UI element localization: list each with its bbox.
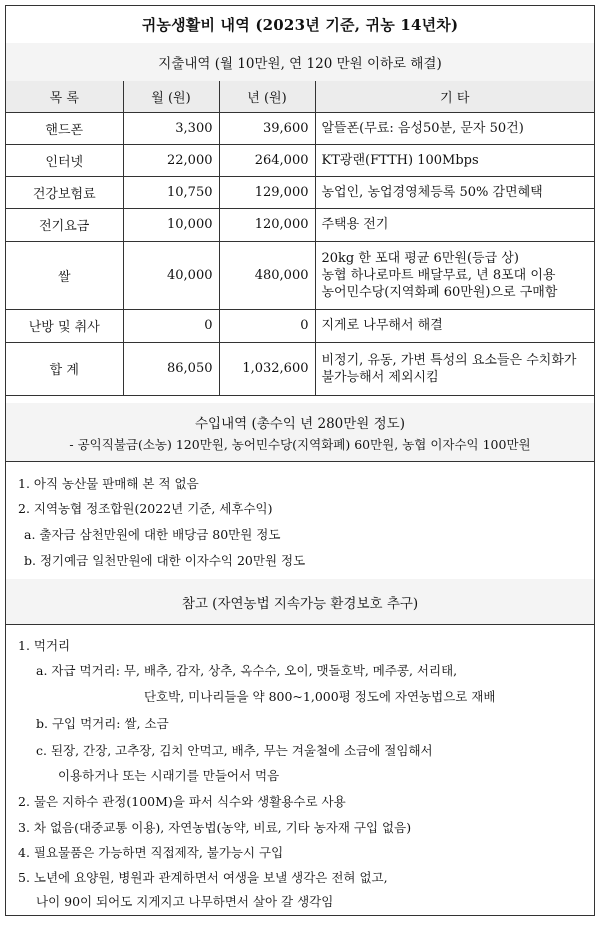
item-note (315, 309, 594, 342)
expense-table (6, 81, 594, 396)
column-header: 기 타 (315, 81, 594, 112)
column-header: 월 (원) (123, 81, 219, 112)
item-note (315, 342, 594, 395)
reference-section (6, 624, 594, 915)
reference-line: a. 자급 먹거리: 무, 배추, 감자, 상추, 옥수수, 오이, 맷돌호박, 메주콩, 서리태, (36, 663, 458, 678)
income-heading: 수입내역 (총수익 년 280만원 정도) (195, 416, 405, 432)
document-title: 귀농생활비 내역 (2023년 기준, 귀농 14년차) (6, 6, 594, 44)
monthly-cost: 22,000 (123, 144, 219, 176)
yearly-cost: 1,032,600 (219, 342, 315, 395)
reference-heading: 참고 (자연농법 지속가능 환경보호 추구) (6, 579, 594, 625)
monthly-cost: 10,000 (123, 208, 219, 241)
income-summary: - 공익직불금(소농) 120만원, 농어민수당(지역화폐) 60만원, 농협 이자수익 100만원 (69, 437, 531, 452)
yearly-cost: 39,600 (219, 112, 315, 144)
note-line: KT광랜(FTTH) 100Mbps (321, 152, 479, 168)
reference-line: 1. 먹거리 (18, 638, 71, 653)
item-name: 난방 및 취사 (6, 309, 123, 342)
note-line: 비정기, 유동, 가변 특성의 요소들은 수치화가 (321, 352, 577, 368)
item-name: 합 계 (6, 342, 123, 395)
reference-line: 5. 노년에 요양원, 병원과 관계하면서 여생을 보낼 생각은 전혀 없고, (18, 870, 388, 885)
yearly-cost: 264,000 (219, 144, 315, 176)
note-line: 지게로 나무해서 해결 (321, 318, 443, 333)
reference-line: 단호박, 미나리들을 약 800~1,000평 정도에 자연농법으로 재배 (144, 689, 496, 704)
yearly-cost: 120,000 (219, 208, 315, 241)
monthly-cost: 40,000 (123, 241, 219, 309)
item-name: 건강보험료 (6, 176, 123, 208)
table-row (6, 208, 594, 241)
note-item: 1. 아직 농산물 판매해 본 적 없음 (18, 476, 199, 491)
item-note (315, 208, 594, 241)
monthly-cost: 86,050 (123, 342, 219, 395)
item-name: 쌀 (6, 241, 123, 309)
item-note (315, 241, 594, 309)
reference-line: c. 된장, 간장, 고추장, 김치 안먹고, 배추, 무는 겨울철에 소금에 절임해서 (36, 743, 433, 758)
note-sub-item: b. 정기예금 일천만원에 대한 이자수익 20만원 정도 (24, 553, 306, 568)
column-header: 년 (원) (219, 81, 315, 112)
note-line: 농협 하나로마트 배달무료, 년 8포대 이용 (321, 267, 556, 283)
item-note (315, 144, 594, 176)
note-line: 불가능해서 제외시킴 (321, 369, 439, 385)
item-name: 핸드폰 (6, 112, 123, 144)
reference-line: 4. 필요물품은 가능하면 직접제작, 불가능시 구입 (18, 845, 284, 860)
monthly-cost: 10,750 (123, 176, 219, 208)
note-line: 알뜰폰(무료: 음성50분, 문자 50건) (321, 120, 524, 136)
monthly-cost: 3,300 (123, 112, 219, 144)
table-row-total (6, 342, 594, 395)
document (5, 5, 595, 916)
table-row (6, 309, 594, 342)
income-section (6, 403, 594, 462)
table-row (6, 241, 594, 309)
yearly-cost: 0 (219, 309, 315, 342)
monthly-cost: 0 (123, 309, 219, 342)
table-row (6, 176, 594, 208)
note-line: 농업인, 농업경영체등록 50% 감면혜택 (321, 184, 543, 200)
note-line: 20kg 한 포대 평균 6만원(등급 상) (321, 250, 519, 266)
expense-heading: 지출내역 (월 10만원, 연 120 만원 이하로 해결) (6, 43, 594, 82)
yearly-cost: 480,000 (219, 241, 315, 309)
item-note (315, 176, 594, 208)
reference-line: b. 구입 먹거리: 쌀, 소금 (36, 716, 169, 731)
note-line: 농어민수당(지역화폐 60만원)으로 구매함 (321, 284, 558, 300)
table-row (6, 112, 594, 144)
note-item: 2. 지역농협 정조합원(2022년 기준, 세후수익) (18, 501, 273, 516)
item-note (315, 112, 594, 144)
reference-line: 이용하거나 또는 시래기를 만들어서 먹음 (58, 768, 280, 783)
note-sub-item: a. 출자금 삼천만원에 대한 배당금 80만원 정도 (24, 527, 281, 542)
reference-line: 나이 90이 되어도 지게지고 나무하면서 살아 갈 생각임 (36, 894, 334, 909)
reference-line: 3. 차 없음(대중교통 이용), 자연농법(농약, 비료, 기타 농자재 구입 없음) (18, 820, 412, 835)
item-name: 전기요금 (6, 208, 123, 241)
column-header: 목 록 (6, 81, 123, 112)
note-line: 주택용 전기 (321, 217, 389, 232)
notes-section (6, 461, 594, 580)
yearly-cost: 129,000 (219, 176, 315, 208)
item-name: 인터넷 (6, 144, 123, 176)
table-row (6, 144, 594, 176)
reference-line: 2. 물은 지하수 관정(100M)을 파서 식수와 생활용수로 사용 (18, 794, 346, 809)
table-header-row (6, 81, 594, 112)
